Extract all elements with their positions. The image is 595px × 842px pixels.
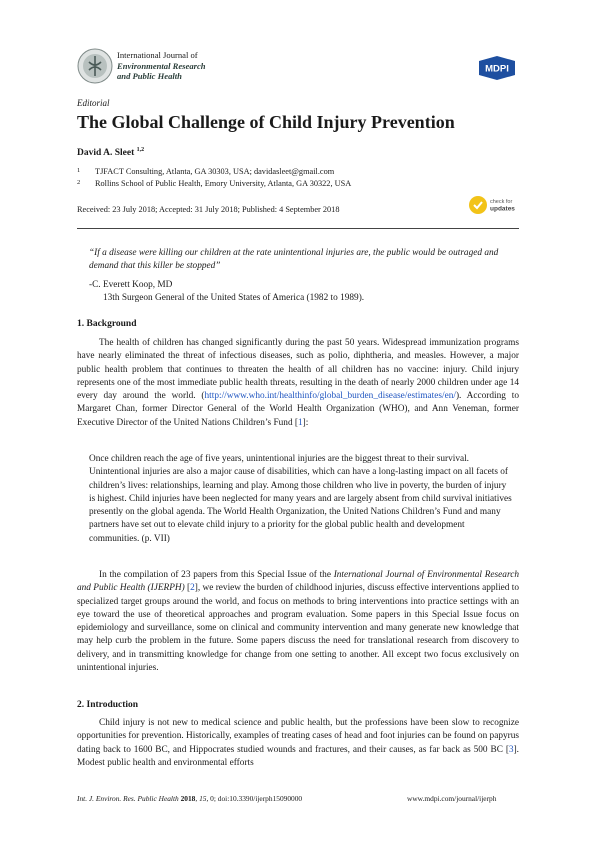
paragraph-text: ]: (302, 417, 309, 428)
paragraph-text: ], we review the burden of childhood injuries, discuss effective interventions applied to specialized target groups around the world, and focus on methods to bring interventions into practice settings with an eye toward the use of theoretical approaches and program evaluation. Some papers in this Special Issue focus on epidemiology and surveillance, some on clinical and community intervention and many generate new knowledge that may help curb the problem in the future. Some papers discuss the need for translational research from discovery to delivery, and in transmitting knowledge for change from one setting to another. All except two focus exclusively on unintentional injuries. (77, 583, 519, 674)
affiliation-1 (77, 167, 334, 176)
block-quotation: Once children reach the age of five years, unintentional injuries are the biggest threat to their survival. Unintentional injuries are also a major cause of disabilities, which can have a long-lasting impact on all facets of children’s lives: relationships, learning and play. Among those children who live in poverty, the burden of injury is highest. Child injuries have been neglected for many years and are largely absent from child survival initiatives presently on the global agenda. The World Health Organization, the United Nations Children’s Fund and many partners have set out to elevate child injury to a priority for the global public health and development communities. (p. VII) (89, 454, 512, 544)
mdpi-logo-text: MDPI (485, 63, 509, 75)
article-type: Editorial (77, 98, 110, 108)
background-paragraph-1 (77, 337, 519, 430)
author-line (77, 147, 144, 158)
journal-name-line3: and Public Health (117, 71, 182, 81)
check-for-updates-badge[interactable] (468, 194, 520, 216)
footer-journal-abbr: Int. J. Environ. Res. Public Health (77, 794, 179, 803)
section-heading-introduction: 2. Introduction (77, 700, 139, 710)
journal-name (117, 50, 206, 82)
introduction-paragraph-1 (77, 717, 519, 770)
author-name: David A. Sleet (77, 148, 135, 159)
paragraph-text: Child injury is not new to medical science and public health, but the professions have been slow to recognize opportunities for prevention. Historically, examples of treating cases of head and foot injuries can be found on papyrus dating back to 1600 BC, and Hippocrates studied wounds and fractures, and their causes, as far back as 500 BC [ (77, 718, 519, 755)
section-heading-background: 1. Background (77, 319, 137, 329)
footer-doi: , 0; doi:10.3390/ijerph15090000 (206, 794, 303, 803)
footer-volume: 15 (199, 794, 207, 803)
journal-name-line1: International Journal of (117, 50, 198, 60)
paragraph-text: The health of children has changed significantly during the past 50 years. Widespread immunization programs have nearly eliminated the threat of infectious diseases, such as polio, diphtheria, and measles. However, a major public health problem that continues to threaten the health of all children has no vaccine: injury. Child injury represents one of the most immediate public health threats, resulting in the death of nearly 2000 children under age 14 every day around the world. ( (77, 338, 519, 402)
article-title: The Global Challenge of Child Injury Prevention (77, 112, 455, 132)
reference-link-3[interactable]: 3 (508, 744, 514, 755)
mdpi-logo-icon (477, 55, 517, 81)
journal-logo-icon (77, 48, 113, 84)
journal-title-italic: International Journal of Environmental Research and Public Health (IJERPH) (77, 570, 519, 594)
publication-dates: Received: 23 July 2018; Accepted: 31 July 2018; Published: 4 September 2018 (77, 205, 340, 214)
check-updates-line2: updates (490, 205, 515, 213)
journal-name-line2: Environmental Research (117, 60, 206, 71)
epigraph-quote: “If a disease were killing our children at the rate unintentional injuries are, the public would be outraged and demand that this killer be stopped” (89, 248, 499, 272)
epigraph-attribution: -C. Everett Koop, MD (89, 280, 173, 290)
paragraph-text: In the compilation of 23 papers from this Special Issue of the (99, 570, 334, 580)
check-updates-line1: check for (490, 199, 513, 205)
affiliation-text: Rollins School of Public Health, Emory University, Atlanta, GA 30322, USA (95, 179, 352, 188)
header-divider (77, 228, 519, 229)
affiliation-number: 2 (77, 179, 81, 186)
reference-link-2[interactable]: 2 (190, 583, 195, 594)
footer-journal-url[interactable]: www.mdpi.com/journal/ijerph (407, 794, 497, 803)
background-paragraph-2 (77, 569, 519, 675)
paragraph-text: ]. Modest public health and environmental efforts (77, 744, 519, 768)
author-affiliation-sup: 1,2 (136, 147, 145, 153)
affiliation-text: TJFACT Consulting, Atlanta, GA 30303, USA; davidasleet@gmail.com (95, 167, 335, 176)
paragraph-text: [ (184, 583, 191, 594)
epigraph-role: 13th Surgeon General of the United States of America (1982 to 1989). (103, 293, 365, 303)
affiliation-number: 1 (77, 167, 81, 174)
reference-link-1[interactable]: 1 (298, 417, 303, 428)
paragraph-text: ). According to Margaret Chan, former Director General of the World Health Organization (WHO), and Ann Veneman, former Executive Director of the United Nations Children’s Fund [ (77, 391, 519, 428)
who-estimates-link[interactable]: http://www.who.int/healthinfo/global_burden_disease/estimates/en/ (204, 391, 456, 402)
affiliation-2 (77, 179, 351, 188)
footer-year: 2018 (180, 794, 196, 803)
footer-citation: Int. J. Environ. Res. Public Health 2018, 15, 0; doi:10.3390/ijerph15090000 (77, 794, 303, 803)
